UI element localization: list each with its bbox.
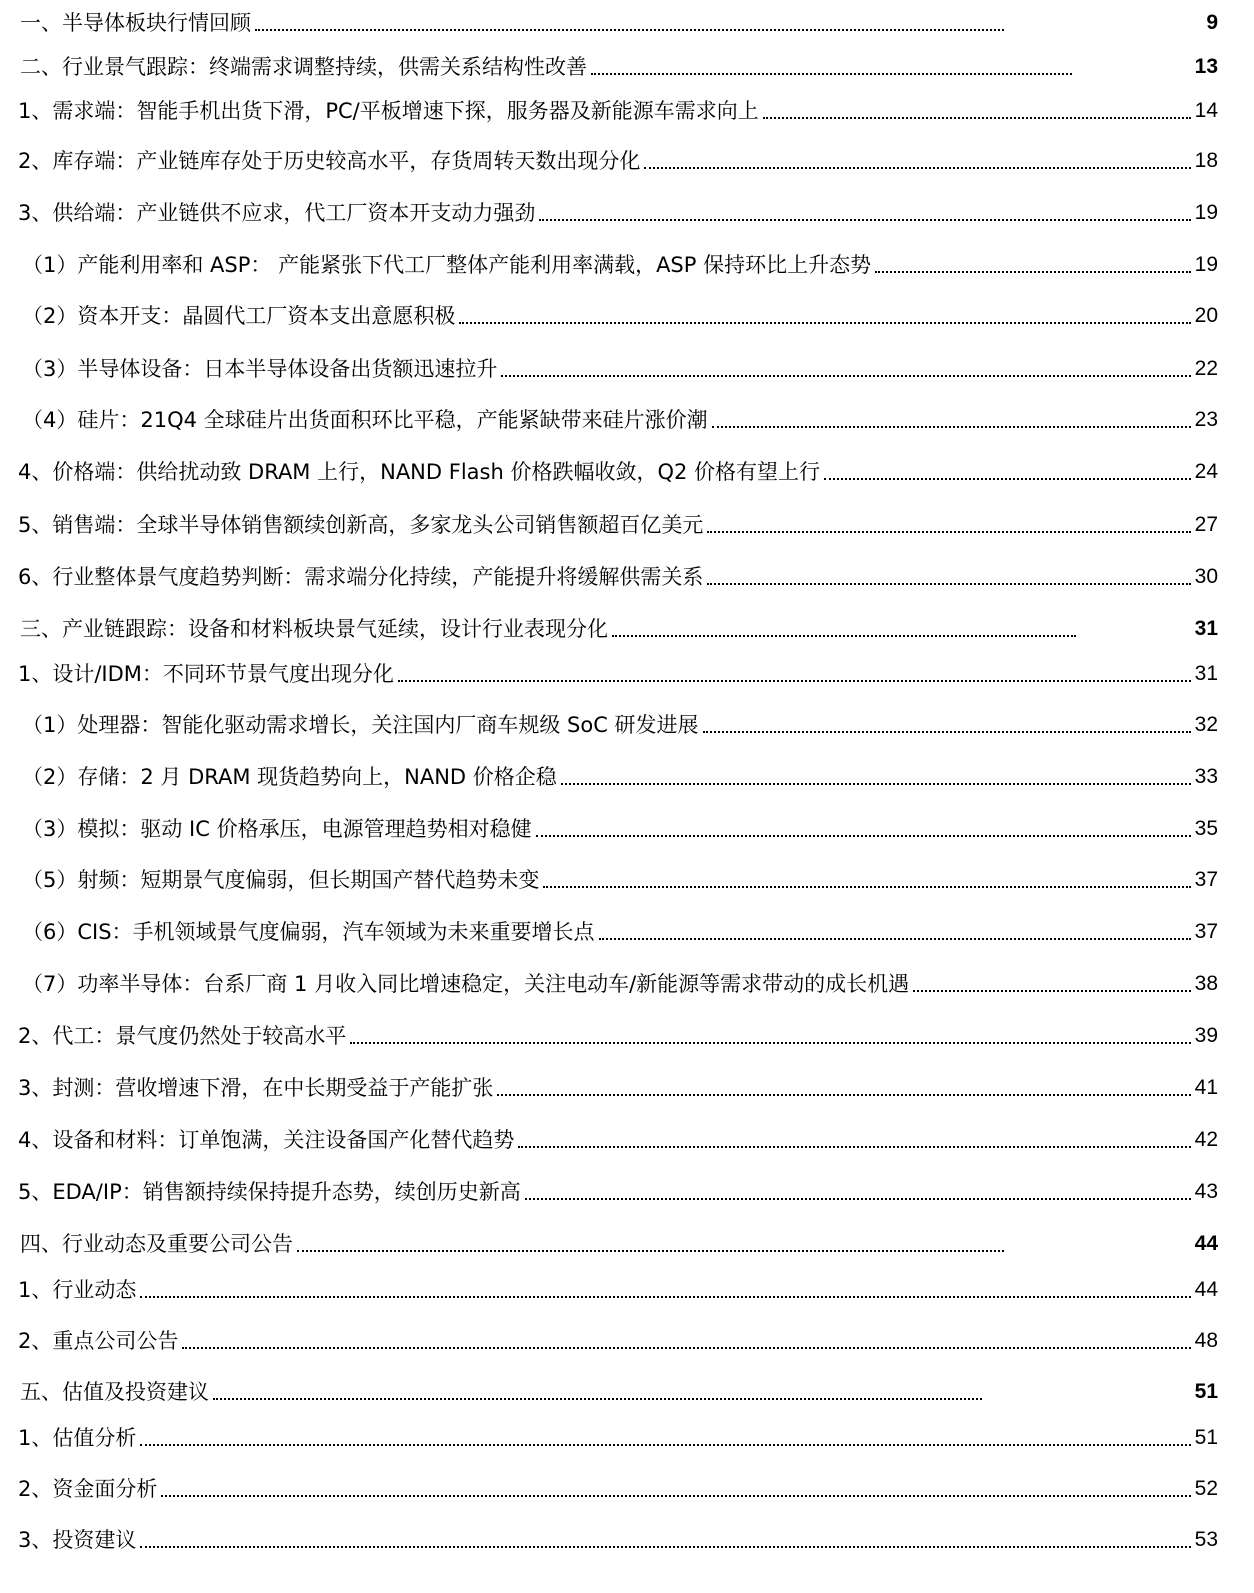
- toc-dot-leader: [297, 1250, 1004, 1252]
- toc-dot-leader: [182, 1347, 1190, 1349]
- toc-entry[interactable]: [18, 562, 1218, 592]
- toc-entry-title: （5）射频：短期景气度偏弱，但长期国产替代趋势未变: [22, 868, 540, 892]
- toc-entry-title: 5、销售端：全球半导体销售额续创新高，多家龙头公司销售额超百亿美元: [18, 513, 704, 537]
- toc-entry-title: 3、封测：营收增速下滑，在中长期受益于产能扩张: [18, 1076, 494, 1100]
- toc-page-number: 44: [1194, 1232, 1218, 1255]
- toc-entry[interactable]: [18, 96, 1218, 126]
- toc-entry[interactable]: [22, 917, 1218, 947]
- toc-page-number: 19: [1194, 253, 1218, 276]
- toc-dot-leader: [599, 938, 1191, 940]
- toc-dot-leader: [213, 1398, 982, 1400]
- toc-dot-leader: [497, 1094, 1190, 1096]
- toc-dot-leader: [543, 886, 1190, 888]
- toc-dot-leader: [518, 1146, 1190, 1148]
- toc-page-number: 23: [1194, 408, 1218, 431]
- toc-page-number: 19: [1194, 201, 1218, 224]
- toc-dot-leader: [398, 680, 1191, 682]
- toc-page-number: 9: [1206, 11, 1218, 34]
- toc-page-number: 51: [1194, 1380, 1218, 1403]
- toc-entry-title: 3、投资建议: [18, 1528, 137, 1552]
- toc-dot-leader: [539, 219, 1190, 221]
- toc-entry[interactable]: [18, 1423, 1218, 1453]
- toc-page-number: 44: [1194, 1278, 1218, 1301]
- toc-entry-title: 4、价格端：供给扰动致 DRAM 上行，NAND Flash 价格跌幅收敛，Q2 价格有望上行: [18, 460, 821, 484]
- toc-page-number: 39: [1194, 1024, 1218, 1047]
- toc-dot-leader: [140, 1546, 1190, 1548]
- toc-entry-title: 2、代工：景气度仍然处于较高水平: [18, 1024, 347, 1048]
- toc-dot-leader: [763, 117, 1191, 119]
- toc-entry[interactable]: [18, 1177, 1218, 1207]
- toc-entry[interactable]: [22, 814, 1218, 844]
- toc-entry[interactable]: [22, 250, 1218, 280]
- toc-entry-title: 6、行业整体景气度趋势判断：需求端分化持续，产能提升将缓解供需关系: [18, 565, 704, 589]
- toc-dot-leader: [591, 73, 1072, 75]
- toc-entry[interactable]: [18, 457, 1218, 487]
- toc-page-number: 32: [1194, 713, 1218, 736]
- toc-page-number: 51: [1194, 1426, 1218, 1449]
- toc-page-number: 27: [1194, 513, 1218, 536]
- toc-dot-leader: [712, 426, 1191, 428]
- toc-entry-title: 5、EDA/IP：销售额持续保持提升态势，续创历史新高: [18, 1180, 521, 1204]
- toc-entry-title: （3）半导体设备：日本半导体设备出货额迅速拉升: [22, 357, 498, 381]
- toc-entry-title: 4、设备和材料：订单饱满，关注设备国产化替代趋势: [18, 1128, 515, 1152]
- toc-entry[interactable]: [18, 1474, 1218, 1504]
- toc-dot-leader: [824, 478, 1191, 480]
- toc-entry-title: 1、估值分析: [18, 1426, 137, 1450]
- toc-entry-title: 三、产业链跟踪：设备和材料板块景气延续，设计行业表现分化: [20, 617, 608, 641]
- toc-entry[interactable]: [18, 198, 1218, 228]
- toc-entry-title: （4）硅片：21Q4 全球硅片出货面积环比平稳，产能紧缺带来硅片涨价潮: [22, 408, 708, 432]
- toc-entry-title: 二、行业景气跟踪：终端需求调整持续，供需关系结构性改善: [20, 55, 587, 79]
- toc-entry-title: 四、行业动态及重要公司公告: [20, 1232, 293, 1256]
- toc-entry[interactable]: [18, 1326, 1218, 1356]
- toc-page-number: 20: [1194, 304, 1218, 327]
- toc-page-number: 43: [1194, 1180, 1218, 1203]
- toc-entry[interactable]: [18, 1525, 1218, 1555]
- toc-page-number: 24: [1194, 460, 1218, 483]
- toc-dot-leader: [536, 835, 1191, 837]
- toc-entry-title: 2、库存端：产业链库存处于历史较高水平，存货周转天数出现分化: [18, 149, 641, 173]
- toc-entry[interactable]: [18, 1275, 1218, 1305]
- toc-entry-title: （1）处理器：智能化驱动需求增长，关注国内厂商车规级 SoC 研发进展: [22, 713, 699, 737]
- toc-chapter-entry[interactable]: [20, 1377, 1218, 1407]
- toc-page-number: 48: [1194, 1329, 1218, 1352]
- toc-entry[interactable]: [22, 710, 1218, 740]
- toc-page-number: 38: [1194, 972, 1218, 995]
- toc-entry-title: 1、行业动态: [18, 1278, 137, 1302]
- toc-chapter-entry[interactable]: [20, 8, 1218, 38]
- toc-entry[interactable]: [18, 510, 1218, 540]
- toc-page-number: 53: [1194, 1528, 1218, 1551]
- toc-chapter-entry[interactable]: [20, 614, 1218, 644]
- toc-entry-title: 2、重点公司公告: [18, 1329, 179, 1353]
- toc-entry-title: 1、需求端：智能手机出货下滑，PC/平板增速下探，服务器及新能源车需求向上: [18, 99, 759, 123]
- toc-entry-title: 3、供给端：产业链供不应求，代工厂资本开支动力强劲: [18, 201, 536, 225]
- toc-page-number: 22: [1194, 357, 1218, 380]
- toc-entry[interactable]: [18, 1125, 1218, 1155]
- toc-dot-leader: [644, 167, 1190, 169]
- toc-page-number: 13: [1194, 55, 1218, 78]
- toc-entry-title: （7）功率半导体：台系厂商 1 月收入同比增速稳定，关注电动车/新能源等需求带动的成长机遇: [22, 972, 910, 996]
- toc-page-number: 14: [1194, 99, 1218, 122]
- toc-dot-leader: [255, 29, 1004, 31]
- toc-entry-title: 1、设计/IDM：不同环节景气度出现分化: [18, 662, 394, 686]
- toc-page-number: 37: [1194, 868, 1218, 891]
- toc-entry[interactable]: [18, 1073, 1218, 1103]
- toc-page-number: 37: [1194, 920, 1218, 943]
- toc-entry[interactable]: [22, 762, 1218, 792]
- toc-dot-leader: [350, 1042, 1190, 1044]
- toc-entry-title: 一、半导体板块行情回顾: [20, 11, 251, 35]
- toc-entry-title: （3）模拟：驱动 IC 价格承压，电源管理趋势相对稳健: [22, 817, 532, 841]
- toc-dot-leader: [501, 375, 1190, 377]
- toc-entry[interactable]: [22, 354, 1218, 384]
- toc-page-number: 33: [1194, 765, 1218, 788]
- toc-dot-leader: [525, 1198, 1191, 1200]
- toc-dot-leader: [140, 1296, 1190, 1298]
- toc-page-number: 41: [1194, 1076, 1218, 1099]
- toc-page-number: 18: [1194, 149, 1218, 172]
- toc-entry-title: （2）存储：2 月 DRAM 现货趋势向上，NAND 价格企稳: [22, 765, 557, 789]
- toc-entry[interactable]: [18, 659, 1218, 689]
- toc-dot-leader: [561, 783, 1191, 785]
- toc-entry-title: （2）资本开支：晶圆代工厂资本支出意愿积极: [22, 304, 456, 328]
- toc-entry[interactable]: [22, 405, 1218, 435]
- toc-dot-leader: [703, 731, 1191, 733]
- toc-page-number: 42: [1194, 1128, 1218, 1151]
- toc-dot-leader: [140, 1444, 1190, 1446]
- toc-dot-leader: [875, 271, 1191, 273]
- toc-entry-title: （1）产能利用率和 ASP： 产能紧张下代工厂整体产能利用率满载，ASP 保持环比上升态势: [22, 253, 872, 277]
- toc-entry[interactable]: [22, 301, 1218, 331]
- toc-page-number: 52: [1194, 1477, 1218, 1500]
- toc-chapter-entry[interactable]: [20, 52, 1218, 82]
- toc-chapter-entry[interactable]: [20, 1229, 1218, 1259]
- toc-entry-title: 2、资金面分析: [18, 1477, 158, 1501]
- toc-page-number: 31: [1194, 662, 1218, 685]
- toc-entry-title: 五、估值及投资建议: [20, 1380, 209, 1404]
- toc-dot-leader: [459, 322, 1190, 324]
- toc-entry-title: （6）CIS：手机领域景气度偏弱，汽车领域为未来重要增长点: [22, 920, 595, 944]
- toc-page-number: 31: [1194, 617, 1218, 640]
- toc-page-number: 35: [1194, 817, 1218, 840]
- toc-dot-leader: [161, 1495, 1190, 1497]
- toc-page-number: 30: [1194, 565, 1218, 588]
- toc-dot-leader: [707, 531, 1190, 533]
- toc-dot-leader: [707, 583, 1190, 585]
- toc-dot-leader: [612, 635, 1076, 637]
- toc-entry[interactable]: [22, 969, 1218, 999]
- toc-entry[interactable]: [22, 865, 1218, 895]
- toc-entry[interactable]: [18, 1021, 1218, 1051]
- toc-dot-leader: [913, 990, 1190, 992]
- toc-entry[interactable]: [18, 146, 1218, 176]
